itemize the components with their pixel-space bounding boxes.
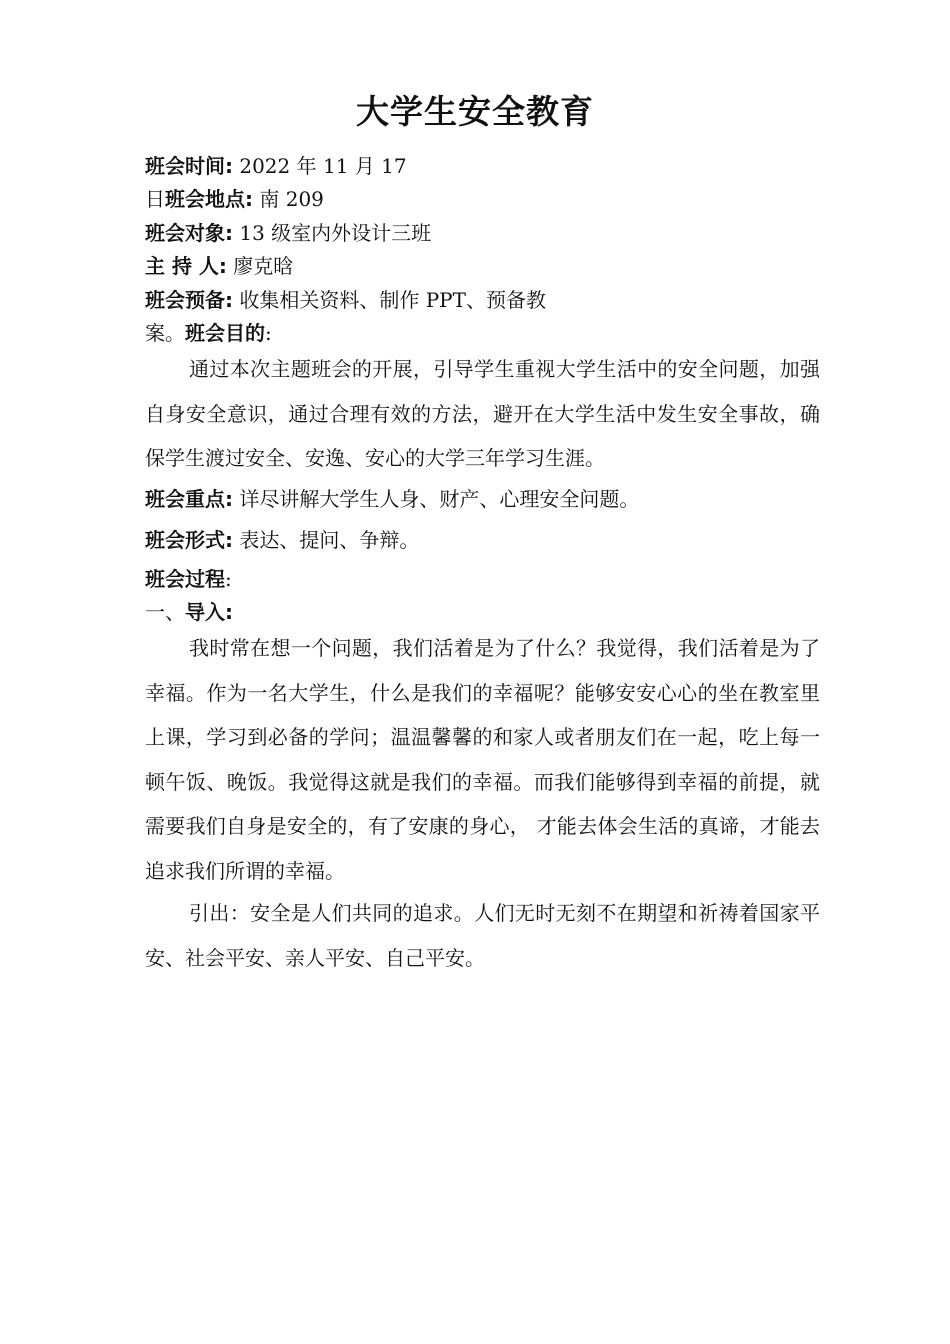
- form-value: 表达、提问、争辩。: [239, 528, 420, 552]
- goal-label: 班会目的: [185, 321, 265, 345]
- section-number: 一、: [145, 600, 185, 624]
- goal-paragraph: 通过本次主题班会的开展，引导学生重视大学生活中的安全问题，加强自身安全意识，通过合理有效的方法，避开在大学生活中发生安全事故，确保学生渡过安全、安逸、安心的大学三年学习生涯。: [145, 357, 820, 471]
- meeting-place-label: 班会地点:: [165, 187, 253, 211]
- host-line: [145, 250, 835, 279]
- focus-label: 班会重点:: [145, 487, 233, 511]
- host-label: 主 持 人:: [145, 254, 227, 278]
- meeting-time-label: 班会时间:: [145, 154, 233, 178]
- preparation-line: [145, 284, 835, 313]
- intro-paragraph: 我时常在想一个问题，我们活着是为了什么？我觉得，我们活着是为了幸福。作为一名大学生，什么是我们的幸福呢？能够安安心心的坐在教室里上课，学习到必备的学问；温温馨馨的和家人或者朋友们在一起，吃上每一顿午饭、晚饭。我觉得这就是我们的幸福。而我们能够得到幸福的前提，就需要我们自身是安全的，有了安康的身心， 才能去体会生活的真谛，才能去追求我们所谓的幸福。: [145, 636, 820, 883]
- process-line: [145, 563, 835, 592]
- preparation-value: 收集相关资料、制作 PPT、预备教: [239, 288, 546, 312]
- process-colon: :: [225, 567, 232, 591]
- form-line: [145, 524, 835, 553]
- meeting-time-value: 2022 年 11 月 17: [239, 154, 407, 178]
- meeting-target-value: 13 级室内外设计三班: [239, 221, 432, 245]
- section-heading-intro: [145, 596, 835, 625]
- preparation-label: 班会预备:: [145, 288, 233, 312]
- meeting-place-value: 南 209: [259, 187, 324, 211]
- host-value: 廖克晗: [233, 254, 294, 278]
- lead-paragraph: 引出：安全是人们共同的追求。人们无时无刻不在期望和祈祷着国家平安、社会平安、亲人平安、自己平安。: [145, 901, 820, 970]
- meeting-time-continuation: 日: [145, 187, 165, 211]
- document-title: 大学生安全教育: [356, 92, 594, 131]
- meeting-place-line: [145, 183, 835, 212]
- process-label: 班会过程: [145, 567, 225, 591]
- goal-colon: :: [265, 321, 272, 345]
- form-label: 班会形式:: [145, 528, 233, 552]
- preparation-continuation: 案。: [145, 321, 185, 345]
- meeting-target-label: 班会对象:: [145, 221, 233, 245]
- meeting-target-line: [145, 217, 835, 246]
- meeting-time-line: [145, 150, 835, 179]
- section-label: 导入:: [185, 600, 233, 624]
- focus-line: [145, 483, 835, 512]
- goal-line: [145, 317, 835, 346]
- focus-value: 详尽讲解大学生人身、财产、心理安全问题。: [239, 487, 640, 511]
